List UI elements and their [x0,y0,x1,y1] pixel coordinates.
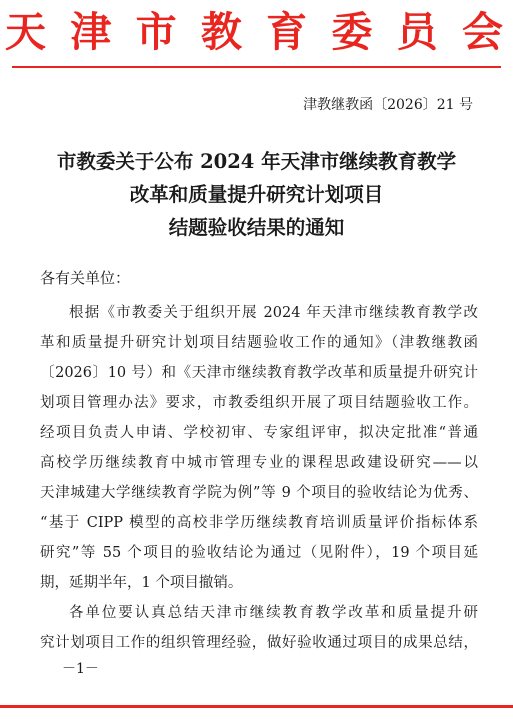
title-line-2: 改革和质量提升研究计划项目 [129,183,384,206]
body-line: 究计划项目工作的组织管理经验，做好验收通过项目的成果总结， [40,635,478,651]
document-number: 津教继教函〔2026〕21 号 [303,97,473,113]
body-line: 〔2026〕10 号）和《天津市继续教育教学改革和质量提升研究计 [40,365,478,381]
footer-red-rule [0,705,513,708]
body-line: 高校学历继续教育中城市管理专业的课程思政建设研究——以 [40,455,478,471]
body-line: 期，延期半年，1 个项目撤销。 [40,575,243,591]
title-line-1: 市教委关于公布 2024 年天津市继续教育教学 [56,150,457,173]
body-line: 经项目负责人申请、学校初审、专家组评审，拟决定批准“普通 [40,425,478,441]
page-number: －1－ [62,661,99,677]
title-line-3: 结题验收结果的通知 [168,216,345,239]
document-title [0,145,513,244]
body-line: 革和质量提升研究计划项目结题验收工作的通知》（津教继教函 [40,335,478,351]
body-line: 天津城建大学继续教育学院为例”等 9 个项目的验收结论为优秀、 [40,485,478,501]
letterhead-red-rule [12,66,501,68]
body-line: 根据《市教委关于组织开展 2024 年天津市继续教育教学改 [69,305,478,321]
body-text [40,298,478,658]
body-line: 研究”等 55 个项目的验收结论为通过（见附件），19 个项目延 [40,545,478,561]
body-line: 划项目管理办法》要求，市教委组织开展了项目结题验收工作。 [40,395,478,411]
salutation: 各有关单位： [40,269,131,287]
body-line: “基于 CIPP 模型的高校非学历继续教育培训质量评价指标体系 [40,515,478,531]
body-line: 各单位要认真总结天津市继续教育教学改革和质量提升研 [69,605,478,621]
letterhead: 天 津 市 教 育 委 员 会 [5,8,508,56]
